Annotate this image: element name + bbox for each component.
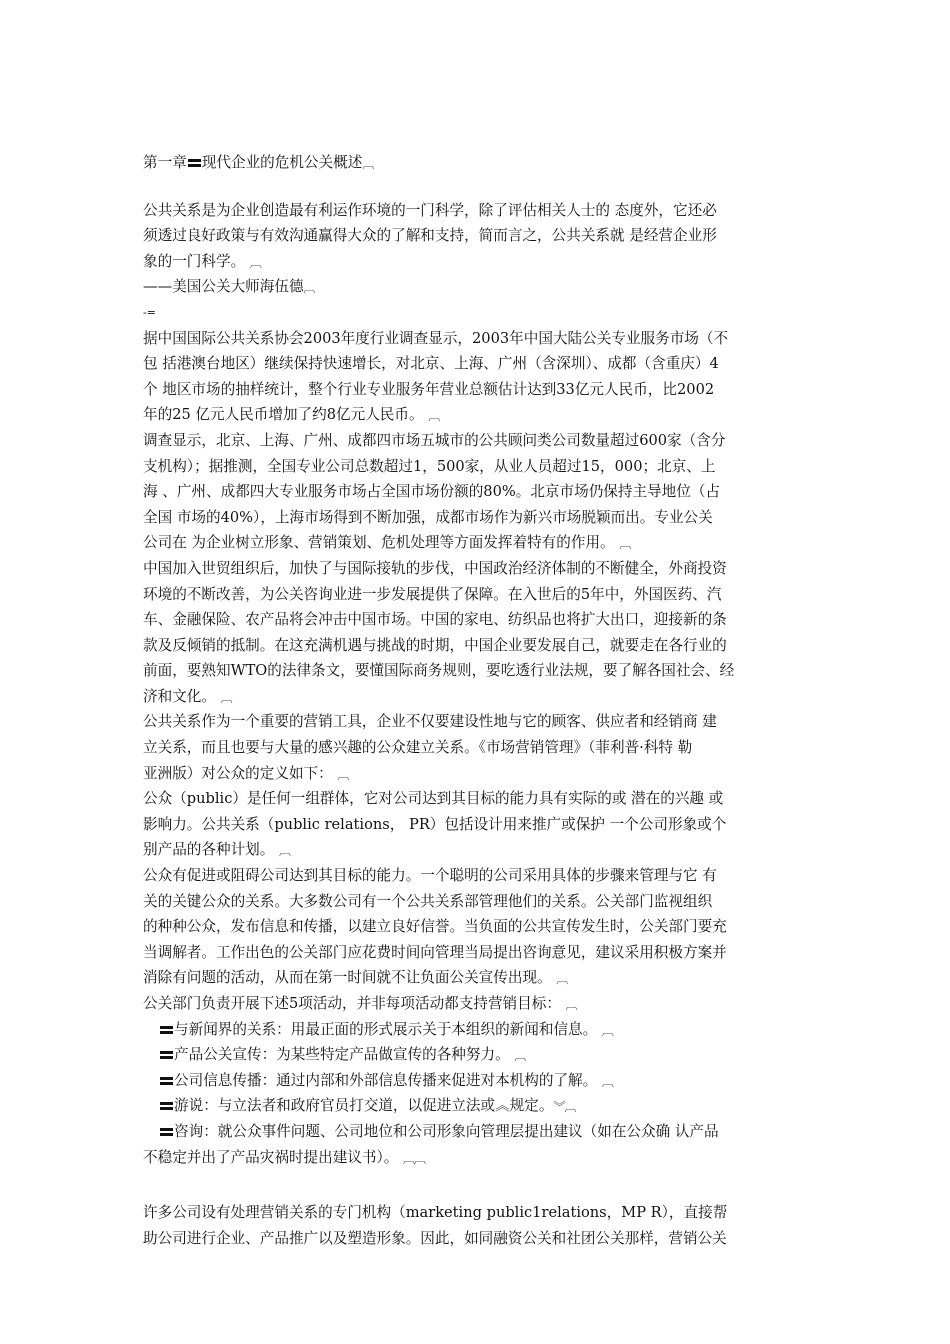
paragraph-end-mark: ︹ bbox=[337, 767, 349, 782]
list-item: 游说：与立法者和政府官员打交道，以促进立法或︽规定。︾︹ bbox=[143, 1093, 813, 1119]
paragraph-line: 亚洲版）对公众的定义如下： ︹ bbox=[143, 761, 813, 787]
bullet-icon bbox=[159, 1025, 173, 1035]
chapter-title-text: 现代企业的危机公关概述 bbox=[201, 154, 363, 171]
paragraph-line: 个 地区市场的抽样统计，整个行业专业服务年营业总额估计达到33亿元人民币，比2002 bbox=[143, 380, 715, 398]
paragraph-end-mark: ︹ bbox=[601, 1074, 613, 1089]
paragraph-pr-department bbox=[143, 863, 813, 991]
separator-mark: -= bbox=[143, 305, 156, 319]
paragraph-line: 立关系，而且也要与大量的感兴趣的公众建立关系。《市场营销管理》（菲利普·科特 勒 bbox=[143, 739, 693, 757]
paragraph-line: 调查显示，北京、上海、广州、成都四市场五城市的公共顾问类公司数量超过600家（含分 bbox=[143, 431, 726, 449]
list-item: 与新闻界的关系：用最正面的形式展示关于本组织的新闻和信息。 ︹ bbox=[143, 1017, 813, 1043]
paragraph-line: 包 括港澳台地区）继续保持快速增长，对北京、上海、广州（含深圳）、成都（含重庆）4 bbox=[143, 355, 719, 373]
paragraph-end-mark: ︹ bbox=[279, 844, 291, 859]
paragraph-end-mark: ︾︹ bbox=[553, 1100, 576, 1115]
list-item: 咨询：就公众事件问题、公司地位和公司形象向管理层提出建议（如在公众确 认产品 bbox=[143, 1119, 813, 1145]
paragraph-line: 前面，要熟知WTO的法律条文，要懂国际商务规则，要吃透行业法规，要了解各国社会、经 bbox=[143, 662, 735, 680]
paragraph-line: 助公司进行企业、产品推广以及塑造形象。因此，如同融资公关和社团公关那样，营销公关 bbox=[143, 1229, 727, 1247]
paragraph-line: 海 、广州、成都四大专业服务市场占全国市场份额的80%。北京市场仍保持主导地位（占 bbox=[143, 483, 721, 501]
paragraph-end-mark: ︹ bbox=[249, 255, 261, 270]
list-item: 公司信息传播：通过内部和外部信息传播来促进对本机构的了解。 ︹ bbox=[143, 1068, 813, 1094]
paragraph-line: 据中国国际公共关系协会2003年度行业调查显示，2003年中国大陆公关专业服务市场（不 bbox=[143, 329, 729, 347]
list-item-continuation: 不稳定并出了产品灾祸时提出建议书）。 ︹︹ bbox=[143, 1145, 813, 1171]
paragraph-line: 环境的不断改善，为公关咨询业进一步发展提供了保障。在入世后的5年中，外国医药、汽 bbox=[143, 585, 722, 603]
paragraph-end-mark: ︹ bbox=[619, 537, 631, 552]
paragraph-line: 关的关键公众的关系。大多数公司有一个公共关系部管理他们的关系。公关部门监视组织 bbox=[143, 892, 713, 910]
paragraph-wto bbox=[143, 556, 813, 710]
paragraph-line: 影响力。公共关系（public relations， PR）包括设计用来推广或保护 一个公司形象或个 bbox=[143, 815, 727, 833]
paragraph-marketing-pr bbox=[143, 1200, 813, 1251]
paragraph-line: 车、金融保险、农产品将会冲击中国市场。中国的家电、纺织品也将扩大出口，迎接新的条 bbox=[143, 611, 727, 629]
paragraph-public-definition bbox=[143, 786, 813, 863]
paragraph-line: 别产品的各种计划。 ︹ bbox=[143, 837, 813, 863]
paragraph-marketing-tool bbox=[143, 709, 813, 786]
paragraph-line: 公司在 为企业树立形象、营销策划、危机处理等方面发挥着特有的作用。 ︹ bbox=[143, 530, 813, 556]
quote-attribution: ——美国公关大师海伍德︹ bbox=[143, 274, 813, 300]
paragraph-five-activities bbox=[143, 991, 813, 1017]
paragraph-end-mark: ︹ bbox=[428, 409, 440, 424]
paragraph-line: 济和文化。 ︹ bbox=[143, 684, 813, 710]
bullet-icon bbox=[159, 1050, 173, 1060]
paragraph-end-mark: ︹ bbox=[514, 1049, 526, 1064]
chapter-separator-icon bbox=[187, 158, 201, 168]
paragraph-line: 消除有问题的活动，从而在第一时间就不让负面公关宣传出现。 ︹ bbox=[143, 965, 813, 991]
chapter-number: 第一章 bbox=[143, 154, 187, 171]
paragraph-end-mark: ︹︹ bbox=[403, 1151, 426, 1166]
paragraph-line: 公众（public）是任何一组群体，它对公司达到其目标的能力具有实际的或 潜在的兴趣 或 bbox=[143, 790, 724, 808]
paragraph-end-mark: ︹ bbox=[362, 157, 374, 171]
paragraph-end-mark: ︹ bbox=[556, 972, 568, 987]
paragraph-end-mark: ︹ bbox=[303, 281, 315, 296]
paragraph-line: 公共关系作为一个重要的营销工具，企业不仅要建设性地与它的顾客、供应者和经销商 建 bbox=[143, 713, 717, 731]
bullet-icon bbox=[159, 1127, 173, 1137]
paragraph-line: 公众有促进或阻碍公司达到其目标的能力。一个聪明的公司采用具体的步骤来管理与它 有 bbox=[143, 867, 717, 885]
quote-line: 须透过良好政策与有效沟通赢得大众的了解和支持，简而言之，公共关系就 是经营企业形 bbox=[143, 227, 717, 245]
paragraph-line: 许多公司设有处理营销关系的专门机构（marketing public1relations，MP R），直接帮 bbox=[143, 1204, 728, 1222]
paragraph-line: 款及反倾销的抵制。在这充满机遇与挑战的时期，中国企业要发展自己，就要走在各行业的 bbox=[143, 636, 727, 654]
quote-line: 公共关系是为企业创造最有利运作环境的一门科学，除了评估相关人士的 态度外，它还必 bbox=[143, 201, 717, 219]
quote-block bbox=[143, 198, 813, 326]
paragraph-market-share bbox=[143, 428, 813, 556]
paragraph-line: 全国 市场的40%），上海市场得到不断加强，成都市场作为新兴市场脱颖而出。专业公关 bbox=[143, 508, 713, 526]
bullet-icon bbox=[159, 1101, 173, 1111]
paragraph-line: 公关部门负责开展下述5项活动，并非每项活动都支持营销目标： ︹ bbox=[143, 991, 813, 1017]
paragraph-line: 中国加入世贸组织后，加快了与国际接轨的步伐，中国政治经济体制的不断健全，外商投资 bbox=[143, 559, 727, 577]
paragraph-end-mark: ︹ bbox=[601, 1023, 613, 1038]
quote-line: 象的一门科学。 ︹ bbox=[143, 249, 813, 275]
chapter-title bbox=[143, 150, 813, 176]
activity-list bbox=[143, 1017, 813, 1171]
paragraph-line: 当调解者。工作出色的公关部门应花费时间向管理当局提出咨询意见，建议采用积极方案并 bbox=[143, 943, 727, 961]
paragraph-line: 年的25 亿元人民币增加了约8亿元人民币。 ︹ bbox=[143, 402, 813, 428]
paragraph-industry-survey bbox=[143, 326, 813, 428]
document-body bbox=[143, 150, 813, 1251]
list-item: 产品公关宣传：为某些特定产品做宣传的各种努力。 ︹ bbox=[143, 1042, 813, 1068]
bullet-icon bbox=[159, 1076, 173, 1086]
paragraph-line: 支机构）；据推测，全国专业公司总数超过1，500家，从业人员超过15，000；北京、上 bbox=[143, 457, 716, 475]
paragraph-line: 的种种公众，发布信息和传播，以建立良好信誉。当负面的公共宣传发生时，公关部门要充 bbox=[143, 918, 727, 936]
paragraph-end-mark: ︹ bbox=[220, 690, 232, 705]
paragraph-end-mark: ︹ bbox=[565, 998, 577, 1012]
